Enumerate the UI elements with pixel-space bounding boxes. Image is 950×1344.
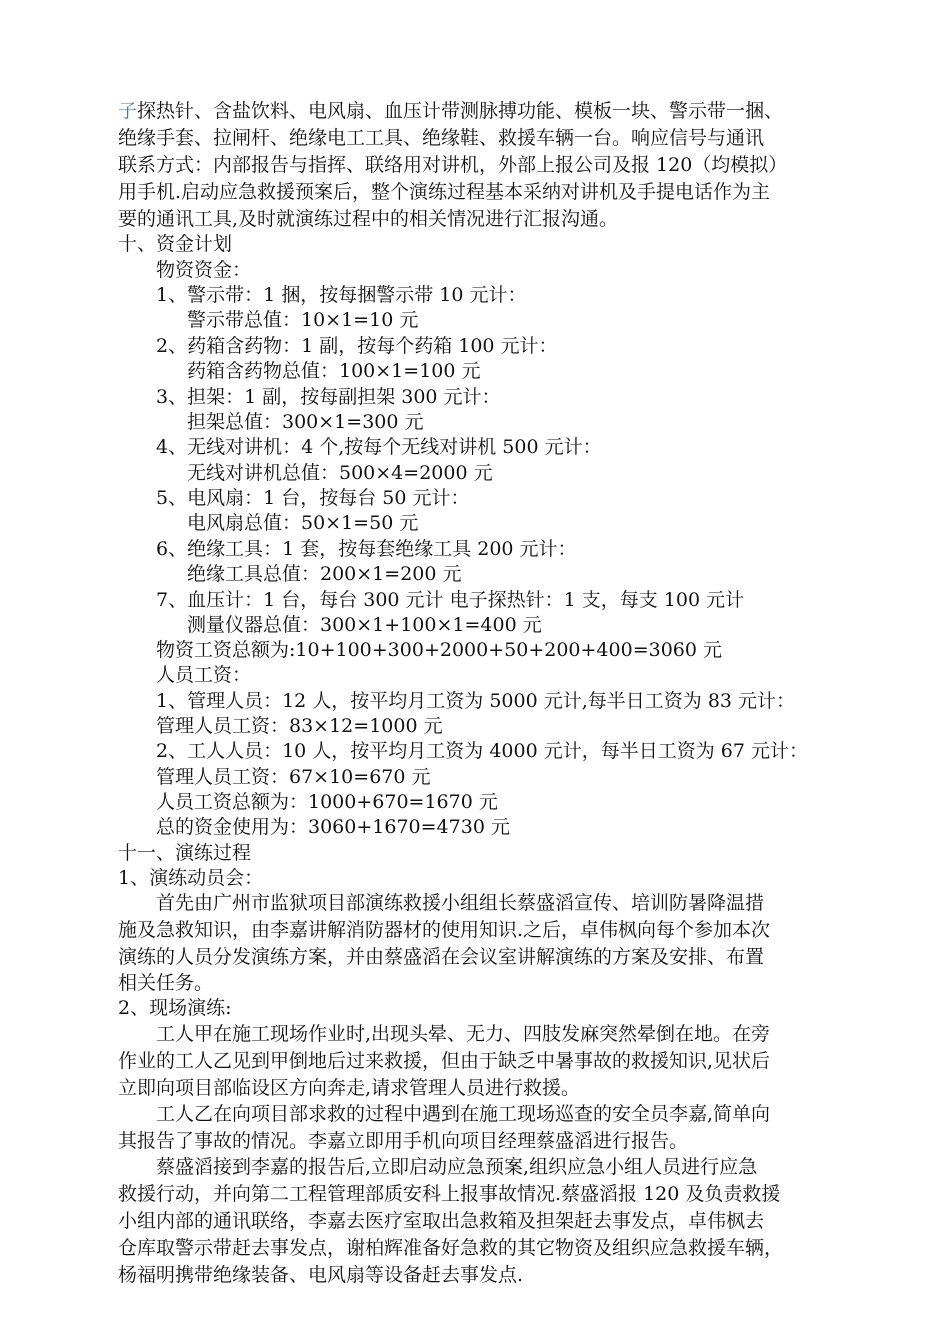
material-total: 物资工资总额为:10+100+300+2000+50+200+400=3060 元 bbox=[156, 639, 723, 661]
section-heading: 十一、演练过程 bbox=[118, 842, 252, 864]
list-item: 2、药箱含药物：1 副，按每个药箱 100 元计： bbox=[156, 335, 558, 357]
highlighted-character: 子 bbox=[118, 100, 138, 122]
list-item-total: 担架总值：300×1=300 元 bbox=[187, 411, 424, 433]
list-item-total: 无线对讲机总值：500×4=2000 元 bbox=[187, 462, 493, 484]
subsection-heading: 1、演练动员会： bbox=[118, 867, 264, 889]
list-item-total: 管理人员工资：67×10=670 元 bbox=[156, 766, 431, 788]
list-item-total: 药箱含药物总值：100×1=100 元 bbox=[187, 360, 481, 382]
list-item: 5、电风扇：1 台，按每台 50 元计： bbox=[156, 487, 470, 509]
body-text-line: 联系方式：内部报告与指挥、联络用对讲机，外部上报公司及报 120（均模拟） bbox=[118, 154, 788, 176]
body-text-line: 工人乙在向项目部求救的过程中遇到在施工现场巡查的安全员李嘉,简单向 bbox=[156, 1103, 771, 1125]
body-text-line: 立即向项目部临设区方向奔走,请求管理人员进行救援。 bbox=[118, 1077, 581, 1099]
list-item: 7、血压计：1 台，每台 300 元计 电子探热针：1 支，每支 100 元计 bbox=[156, 589, 745, 611]
body-text-line: 首先由广州市监狱项目部演练救援小组组长蔡盛滔宣传、培训防暑降温措 bbox=[156, 892, 765, 914]
body-text-line: 小组内部的通讯联络，李嘉去医疗室取出急救箱及担架赶去事发点，卓伟枫去 bbox=[118, 1210, 765, 1232]
subsection-heading: 2、现场演练: bbox=[118, 997, 232, 1019]
list-item-total: 电风扇总值：50×1=50 元 bbox=[187, 512, 419, 534]
body-text-line bbox=[118, 98, 783, 124]
list-item: 4、无线对讲机：4 个,按每个无线对讲机 500 元计： bbox=[156, 436, 602, 458]
list-item: 1、管理人员：12 人，按平均月工资为 5000 元计,每半日工资为 83 元计： bbox=[156, 690, 796, 712]
line-text: 探热针、含盐饮料、电风扇、血压计带测脉搏功能、模板一块、警示带一捆、 bbox=[137, 100, 784, 122]
list-item-total: 警示带总值：10×1=10 元 bbox=[187, 309, 419, 331]
list-item: 2、工人人员：10 人，按平均月工资为 4000 元计，每半日工资为 67 元计： bbox=[156, 740, 808, 762]
list-item: 1、警示带：1 捆，按每捆警示带 10 元计： bbox=[156, 284, 527, 306]
list-item-total: 测量仪器总值：300×1+100×1=400 元 bbox=[187, 614, 542, 636]
body-text-line: 要的通讯工具,及时就演练过程中的相关情况进行汇报沟通。 bbox=[118, 208, 619, 230]
body-text-line: 杨福明携带绝缘装备、电风扇等设备赶去事发点. bbox=[118, 1264, 524, 1286]
body-text-line: 蔡盛滔接到李嘉的报告后,立即启动应急预案,组织应急小组人员进行应急 bbox=[156, 1156, 758, 1178]
body-text-line: 施及急救知识，由李嘉讲解消防器材的使用知识.之后，卓伟枫向每个参加本次 bbox=[118, 919, 771, 941]
body-text-line: 作业的工人乙见到甲倒地后过来救援，但由于缺乏中暑事故的救援知识,见状后 bbox=[118, 1050, 771, 1072]
list-item: 3、担架：1 副，按每副担架 300 元计： bbox=[156, 386, 501, 408]
list-item-total: 管理人员工资：83×12=1000 元 bbox=[156, 715, 443, 737]
staff-total: 人员工资总额为：1000+670=1670 元 bbox=[156, 791, 498, 813]
subheading: 物资资金： bbox=[156, 259, 252, 281]
body-text-line: 仓库取警示带赶去事发点，谢柏辉准备好急救的其它物资及组织应急救援车辆， bbox=[118, 1237, 784, 1259]
body-text-line: 救援行动，并向第二工程管理部质安科上报事故情况.蔡盛滔报 120 及负责救援 bbox=[118, 1183, 781, 1205]
list-item-total: 绝缘工具总值：200×1=200 元 bbox=[187, 563, 462, 585]
body-text-line: 工人甲在施工现场作业时,出现头晕、无力、四肢发麻突然晕倒在地。在旁 bbox=[156, 1023, 771, 1045]
body-text-line: 其报告了事故的情况。李嘉立即用手机向项目经理蔡盛滔进行报告。 bbox=[118, 1130, 689, 1152]
body-text-line: 相关任务。 bbox=[118, 972, 214, 994]
grand-total: 总的资金使用为：3060+1670=4730 元 bbox=[156, 816, 510, 838]
list-item: 6、绝缘工具：1 套，按每套绝缘工具 200 元计： bbox=[156, 538, 577, 560]
subheading: 人员工资： bbox=[156, 664, 252, 686]
body-text-line: 用手机.启动应急救援预案后，整个演练过程基本采纳对讲机及手提电话作为主 bbox=[118, 181, 771, 203]
body-text-line: 绝缘手套、拉闸杆、绝缘电工工具、绝缘鞋、救援车辆一台。响应信号与通讯 bbox=[118, 127, 765, 149]
section-heading: 十、资金计划 bbox=[118, 233, 233, 255]
body-text-line: 演练的人员分发演练方案，并由蔡盛滔在会议室讲解演练的方案及安排、布置 bbox=[118, 946, 765, 968]
